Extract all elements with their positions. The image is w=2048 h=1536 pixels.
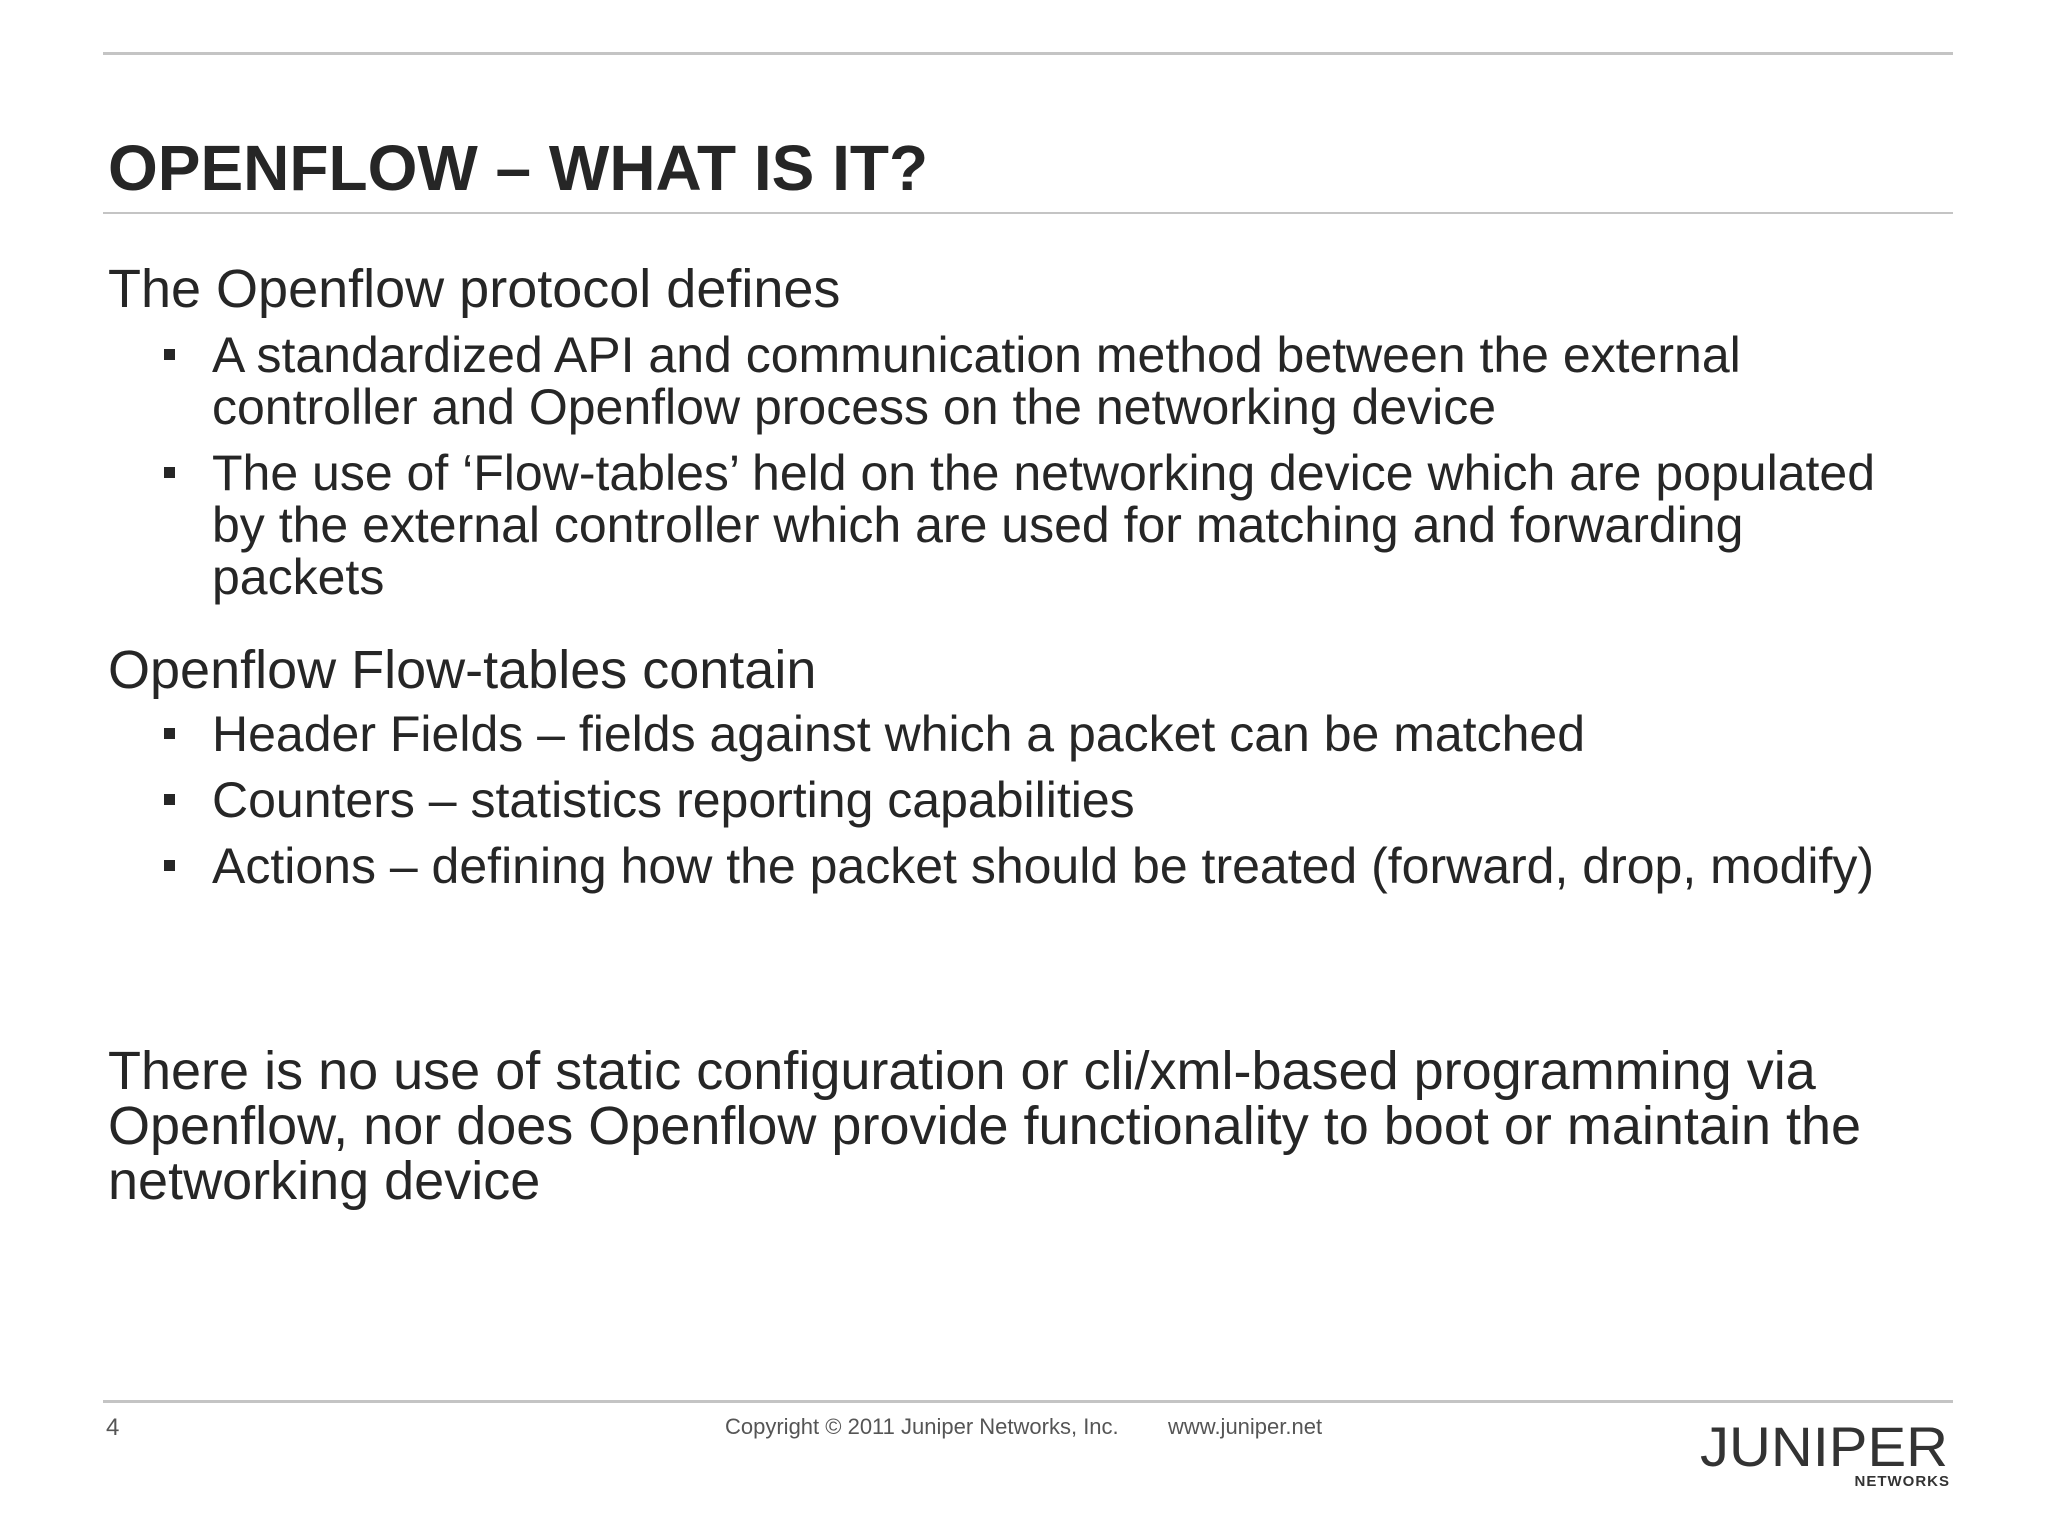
closing-statement: There is no use of static configuration or cli/xml-based programming via Openflow, nor does Openflow provide functionality to boot or maintain the networking device [108,1041,1862,1211]
section-heading-flow-tables: Openflow Flow-tables contain [108,640,817,700]
bullet-text: Actions – defining how the packet should be treated (forward, drop, modify) [212,838,1875,894]
flow-tables-bullet-list [0,708,1892,906]
top-divider [103,52,1953,55]
protocol-bullet-list [0,329,1892,617]
square-bullet-icon [164,728,175,739]
square-bullet-icon [164,794,175,805]
bullet-text: Header Fields – fields against which a packet can be matched [212,706,1585,762]
square-bullet-icon [164,467,175,478]
page-number: 4 [106,1414,120,1441]
bullet-text: The use of ‘Flow-tables’ held on the networking device which are populated by the external controller which are used for matching and forwarding packets [212,445,1876,605]
logo-subtext: NETWORKS [1854,1473,1950,1490]
section-heading-protocol: The Openflow protocol defines [108,259,841,319]
list-item [0,774,1892,826]
slide-title: OPENFLOW – WHAT IS IT? [108,132,929,204]
title-divider [103,212,1953,214]
juniper-logo [1700,1418,1952,1490]
square-bullet-icon [164,860,175,871]
copyright-notice: Copyright © 2011 Juniper Networks, Inc. [725,1414,1119,1439]
website-link[interactable]: www.juniper.net [1168,1414,1323,1439]
bullet-text: A standardized API and communication method between the external controller and Openflow process on the networking device [212,327,1741,435]
bullet-text: Counters – statistics reporting capabilities [212,772,1135,828]
logo-wordmark: JUNIPER [1700,1418,1948,1478]
list-item [0,447,1892,603]
list-item [0,840,1892,892]
square-bullet-icon [164,349,175,360]
footer-divider [103,1400,1953,1403]
list-item [0,708,1892,760]
list-item [0,329,1892,433]
